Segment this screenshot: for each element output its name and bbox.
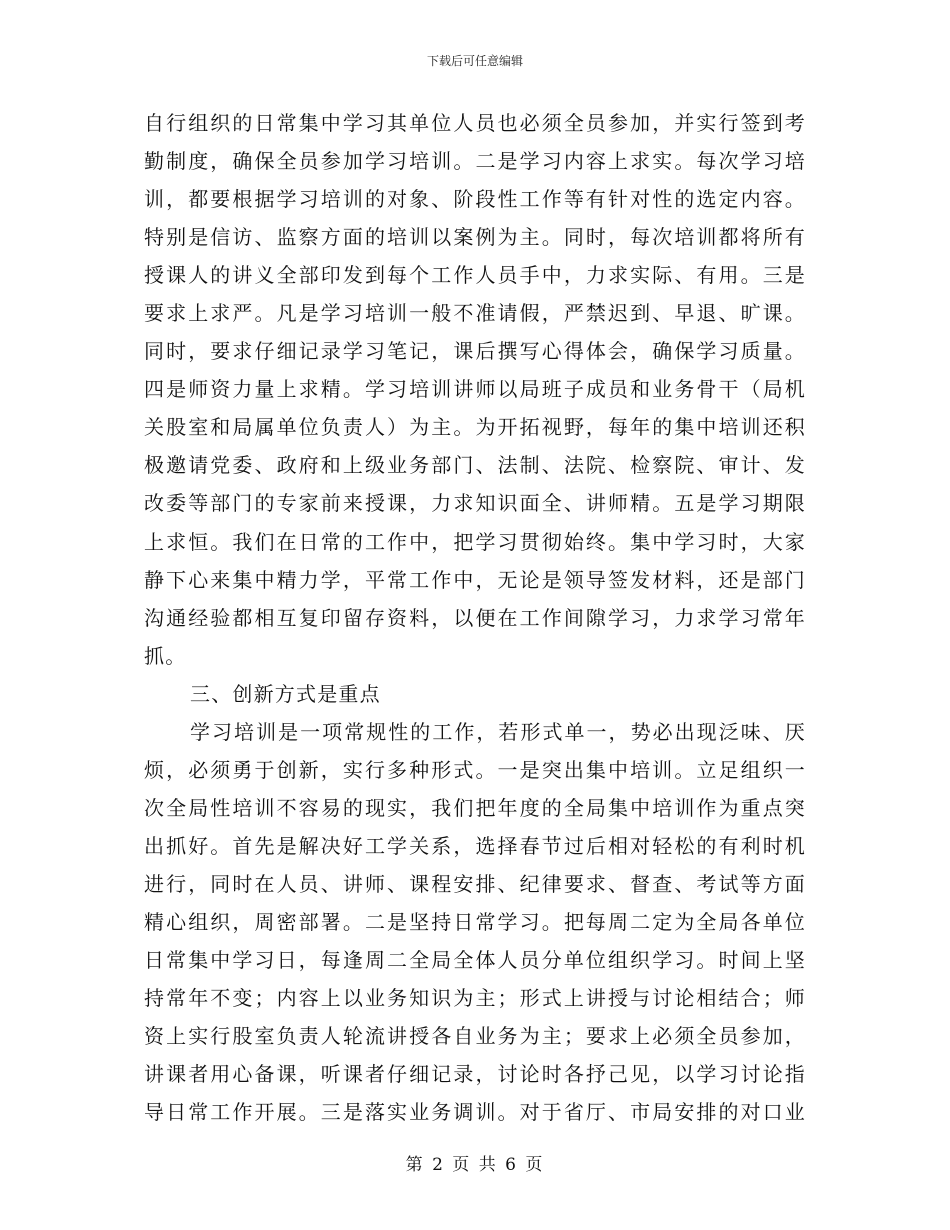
text-line: 讲课者用心备课，听课者仔细记录，讨论时各抒己见，以学习讨论指: [144, 1062, 806, 1087]
section-heading: 三、创新方式是重点: [190, 681, 381, 706]
text-line: 自行组织的日常集中学习其单位人员也必须全员参加，并实行签到考: [144, 111, 806, 135]
text-line: 烦，必须勇于创新，实行多种形式。一是突出集中培训。立足组织一: [144, 757, 806, 782]
text-line: 要求上求严。凡是学习培训一般不准请假，严禁迟到、早退、旷课。: [144, 301, 806, 326]
text-line: 导日常工作开展。三是落实业务调训。对于省厅、市局安排的对口业: [144, 1100, 806, 1125]
text-line: 持常年不变；内容上以业务知识为主；形式上讲授与讨论相结合；师: [144, 986, 806, 1011]
text-line: 极邀请党委、政府和上级业务部门、法制、法院、检察院、审计、发: [144, 453, 806, 478]
text-line: 上求恒。我们在日常的工作中，把学习贯彻始终。集中学习时，大家: [144, 529, 806, 554]
text-line: 同时，要求仔细记录学习笔记，课后撰写心得体会，确保学习质量。: [144, 339, 806, 364]
text-line: 沟通经验都相互复印留存资料，以便在工作间隙学习，力求学习常年: [144, 605, 806, 630]
text-line: 出抓好。首先是解决好工学关系，选择春节过后相对轻松的有利时机: [144, 833, 806, 858]
text-line: 训，都要根据学习培训的对象、阶段性工作等有针对性的选定内容。: [144, 187, 806, 212]
text-line: 关股室和局属单位负责人）为主。为开拓视野，每年的集中培训还积: [144, 415, 806, 440]
text-line: 进行，同时在人员、讲师、课程安排、纪律要求、督查、考试等方面: [144, 871, 806, 896]
page-header: 下载后可任意编辑: [426, 54, 523, 68]
text-line: 特别是信访、监察方面的培训以案例为主。同时，每次培训都将所有: [144, 225, 806, 250]
text-line: 日常集中学习日，每逢周二全局全体人员分单位组织学习。时间上坚: [144, 948, 806, 973]
page-number: 第 2 页 共 6 页: [405, 1155, 545, 1175]
text-line: 精心组织，周密部署。二是坚持日常学习。把每周二定为全局各单位: [144, 909, 806, 934]
document-body: [144, 104, 806, 1131]
text-line: 抓。: [144, 643, 187, 668]
text-line: 静下心来集中精力学，平常工作中，无论是领导签发材料，还是部门: [144, 567, 806, 592]
text-line: 授课人的讲义全部印发到每个工作人员手中，力求实际、有用。三是: [144, 263, 806, 288]
text-line: 次全局性培训不容易的现实，我们把年度的全局集中培训作为重点突: [144, 795, 806, 820]
text-line: 勤制度，确保全员参加学习培训。二是学习内容上求实。每次学习培: [144, 149, 806, 174]
text-line: 资上实行股室负责人轮流讲授各自业务为主；要求上必须全员参加，: [144, 1024, 806, 1049]
text-line: 四是师资力量上求精。学习培训讲师以局班子成员和业务骨干（局机: [144, 377, 806, 402]
text-line: 改委等部门的专家前来授课，力求知识面全、讲师精。五是学习期限: [144, 491, 806, 516]
text-line: 学习培训是一项常规性的工作，若形式单一，势必出现泛味、厌: [190, 719, 806, 744]
